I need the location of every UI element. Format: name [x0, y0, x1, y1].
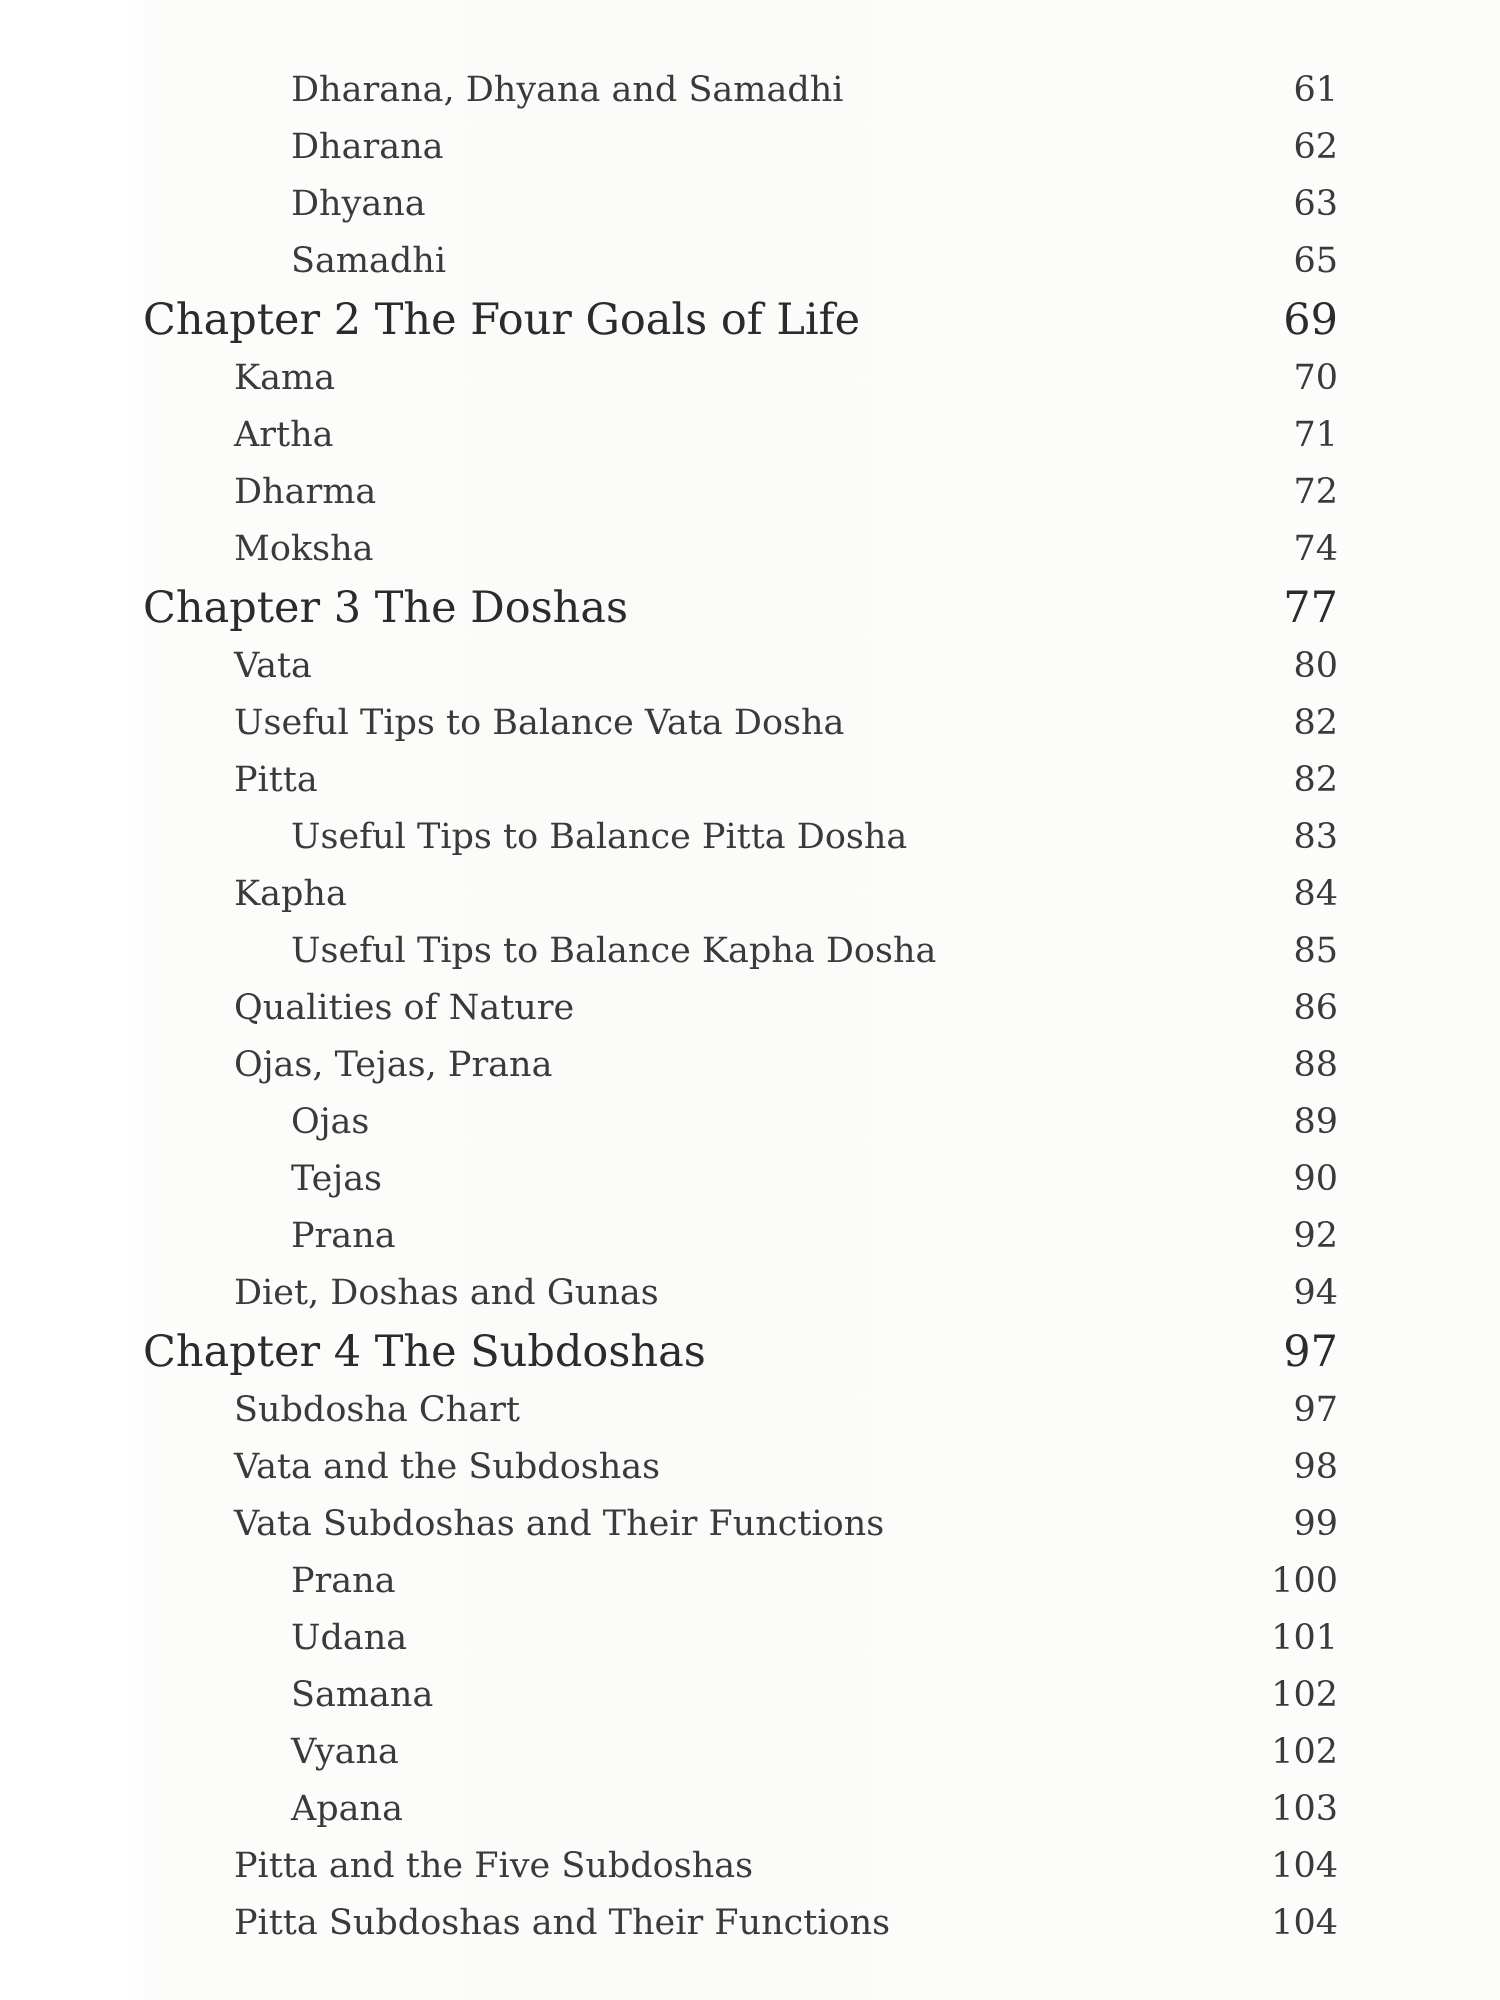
- toc-entry: [0, 1265, 1500, 1322]
- toc-page-number: 70: [1293, 358, 1338, 398]
- toc-page-number: 104: [1271, 1903, 1338, 1943]
- toc-page-number: 101: [1271, 1618, 1338, 1658]
- toc-entry: [0, 119, 1500, 176]
- toc-page-number: 92: [1293, 1216, 1338, 1256]
- toc-entry-title: Dharana, Dhyana and Samadhi: [291, 70, 844, 110]
- toc-entry-title: Dharana: [291, 127, 444, 167]
- toc-page-number: 61: [1293, 70, 1338, 110]
- toc-entry-title: Useful Tips to Balance Kapha Dosha: [291, 931, 937, 971]
- toc-page-number: 77: [1283, 583, 1338, 633]
- toc-entry-title: Ojas, Tejas, Prana: [234, 1045, 553, 1085]
- toc-entry: [0, 1037, 1500, 1094]
- toc-page-number: 82: [1293, 703, 1338, 743]
- toc-entry-title: Diet, Doshas and Gunas: [234, 1273, 659, 1313]
- toc-entry-title: Chapter 3 The Doshas: [143, 583, 629, 633]
- toc-page-number: 62: [1293, 127, 1338, 167]
- toc-page-number: 65: [1293, 241, 1338, 281]
- toc-page-number: 98: [1293, 1447, 1338, 1487]
- toc-page-number: 74: [1293, 529, 1338, 569]
- toc-entry: [0, 1838, 1500, 1895]
- toc-entry-title: Kama: [234, 358, 336, 398]
- toc-page-number: 104: [1271, 1846, 1338, 1886]
- toc-entry-title: Prana: [291, 1216, 396, 1256]
- toc-entry-title: Vata and the Subdoshas: [234, 1447, 661, 1487]
- toc-entry: [0, 350, 1500, 407]
- toc-entry-title: Tejas: [291, 1159, 383, 1199]
- toc-entry-title: Udana: [291, 1618, 408, 1658]
- toc-entry: [0, 1496, 1500, 1553]
- toc-entry-title: Pitta and the Five Subdoshas: [234, 1846, 754, 1886]
- toc-entry: [0, 521, 1500, 578]
- toc-page-number: 103: [1271, 1789, 1338, 1829]
- toc-entry: [0, 1439, 1500, 1496]
- toc-entry: [0, 809, 1500, 866]
- toc-entry-title: Vata Subdoshas and Their Functions: [234, 1504, 885, 1544]
- toc-entry: [0, 980, 1500, 1037]
- toc-entry-title: Prana: [291, 1561, 396, 1601]
- toc-entry: [0, 1094, 1500, 1151]
- toc-entry: [0, 866, 1500, 923]
- toc-entry: [0, 638, 1500, 695]
- toc-entry-title: Useful Tips to Balance Pitta Dosha: [291, 817, 908, 857]
- toc-page-number: 82: [1293, 760, 1338, 800]
- toc-chapter-heading: [0, 1322, 1500, 1382]
- toc-entry: [0, 1724, 1500, 1781]
- toc-page-number: 102: [1271, 1675, 1338, 1715]
- toc-page-number: 69: [1283, 295, 1338, 345]
- toc-entry: [0, 1151, 1500, 1208]
- toc-entry-title: Artha: [234, 415, 334, 455]
- toc-page-number: 100: [1271, 1561, 1338, 1601]
- toc-chapter-heading: [0, 578, 1500, 638]
- toc-entry: [0, 464, 1500, 521]
- toc-entry: [0, 1895, 1500, 1952]
- toc-entry: [0, 176, 1500, 233]
- toc-page-number: 97: [1293, 1390, 1338, 1430]
- toc-page-number: 80: [1293, 646, 1338, 686]
- toc-entry-title: Samana: [291, 1675, 434, 1715]
- toc-entry-title: Pitta Subdoshas and Their Functions: [234, 1903, 891, 1943]
- table-of-contents: [0, 62, 1500, 1952]
- toc-entry-title: Ojas: [291, 1102, 370, 1142]
- toc-entry-title: Vata: [234, 646, 312, 686]
- toc-entry-title: Pitta: [234, 760, 318, 800]
- toc-entry: [0, 923, 1500, 980]
- toc-entry: [0, 233, 1500, 290]
- toc-entry-title: Kapha: [234, 874, 347, 914]
- toc-entry: [0, 1208, 1500, 1265]
- toc-entry: [0, 1610, 1500, 1667]
- toc-entry-title: Dharma: [234, 472, 377, 512]
- toc-page-number: 89: [1293, 1102, 1338, 1142]
- toc-entry: [0, 62, 1500, 119]
- toc-entry-title: Chapter 4 The Subdoshas: [143, 1327, 706, 1377]
- toc-entry-title: Subdosha Chart: [234, 1390, 520, 1430]
- toc-entry: [0, 1553, 1500, 1610]
- toc-entry-title: Qualities of Nature: [234, 988, 575, 1028]
- toc-page-number: 83: [1293, 817, 1338, 857]
- toc-page-number: 99: [1293, 1504, 1338, 1544]
- toc-entry-title: Useful Tips to Balance Vata Dosha: [234, 703, 845, 743]
- toc-entry-title: Chapter 2 The Four Goals of Life: [143, 295, 861, 345]
- toc-chapter-heading: [0, 290, 1500, 350]
- toc-entry: [0, 695, 1500, 752]
- toc-entry: [0, 1667, 1500, 1724]
- toc-entry-title: Samadhi: [291, 241, 447, 281]
- toc-entry: [0, 407, 1500, 464]
- toc-page-number: 97: [1283, 1327, 1338, 1377]
- toc-entry-title: Apana: [291, 1789, 403, 1829]
- toc-entry: [0, 1781, 1500, 1838]
- toc-entry-title: Vyana: [291, 1732, 399, 1772]
- toc-page-number: 85: [1293, 931, 1338, 971]
- toc-page-number: 94: [1293, 1273, 1338, 1313]
- toc-page-number: 90: [1293, 1159, 1338, 1199]
- toc-entry: [0, 752, 1500, 809]
- toc-entry: [0, 1382, 1500, 1439]
- toc-page-number: 63: [1293, 184, 1338, 224]
- toc-entry-title: Moksha: [234, 529, 374, 569]
- toc-page-number: 102: [1271, 1732, 1338, 1772]
- toc-entry-title: Dhyana: [291, 184, 426, 224]
- toc-page-number: 84: [1293, 874, 1338, 914]
- toc-page-number: 88: [1293, 1045, 1338, 1085]
- toc-page-number: 71: [1293, 415, 1338, 455]
- toc-page-number: 86: [1293, 988, 1338, 1028]
- toc-page-number: 72: [1293, 472, 1338, 512]
